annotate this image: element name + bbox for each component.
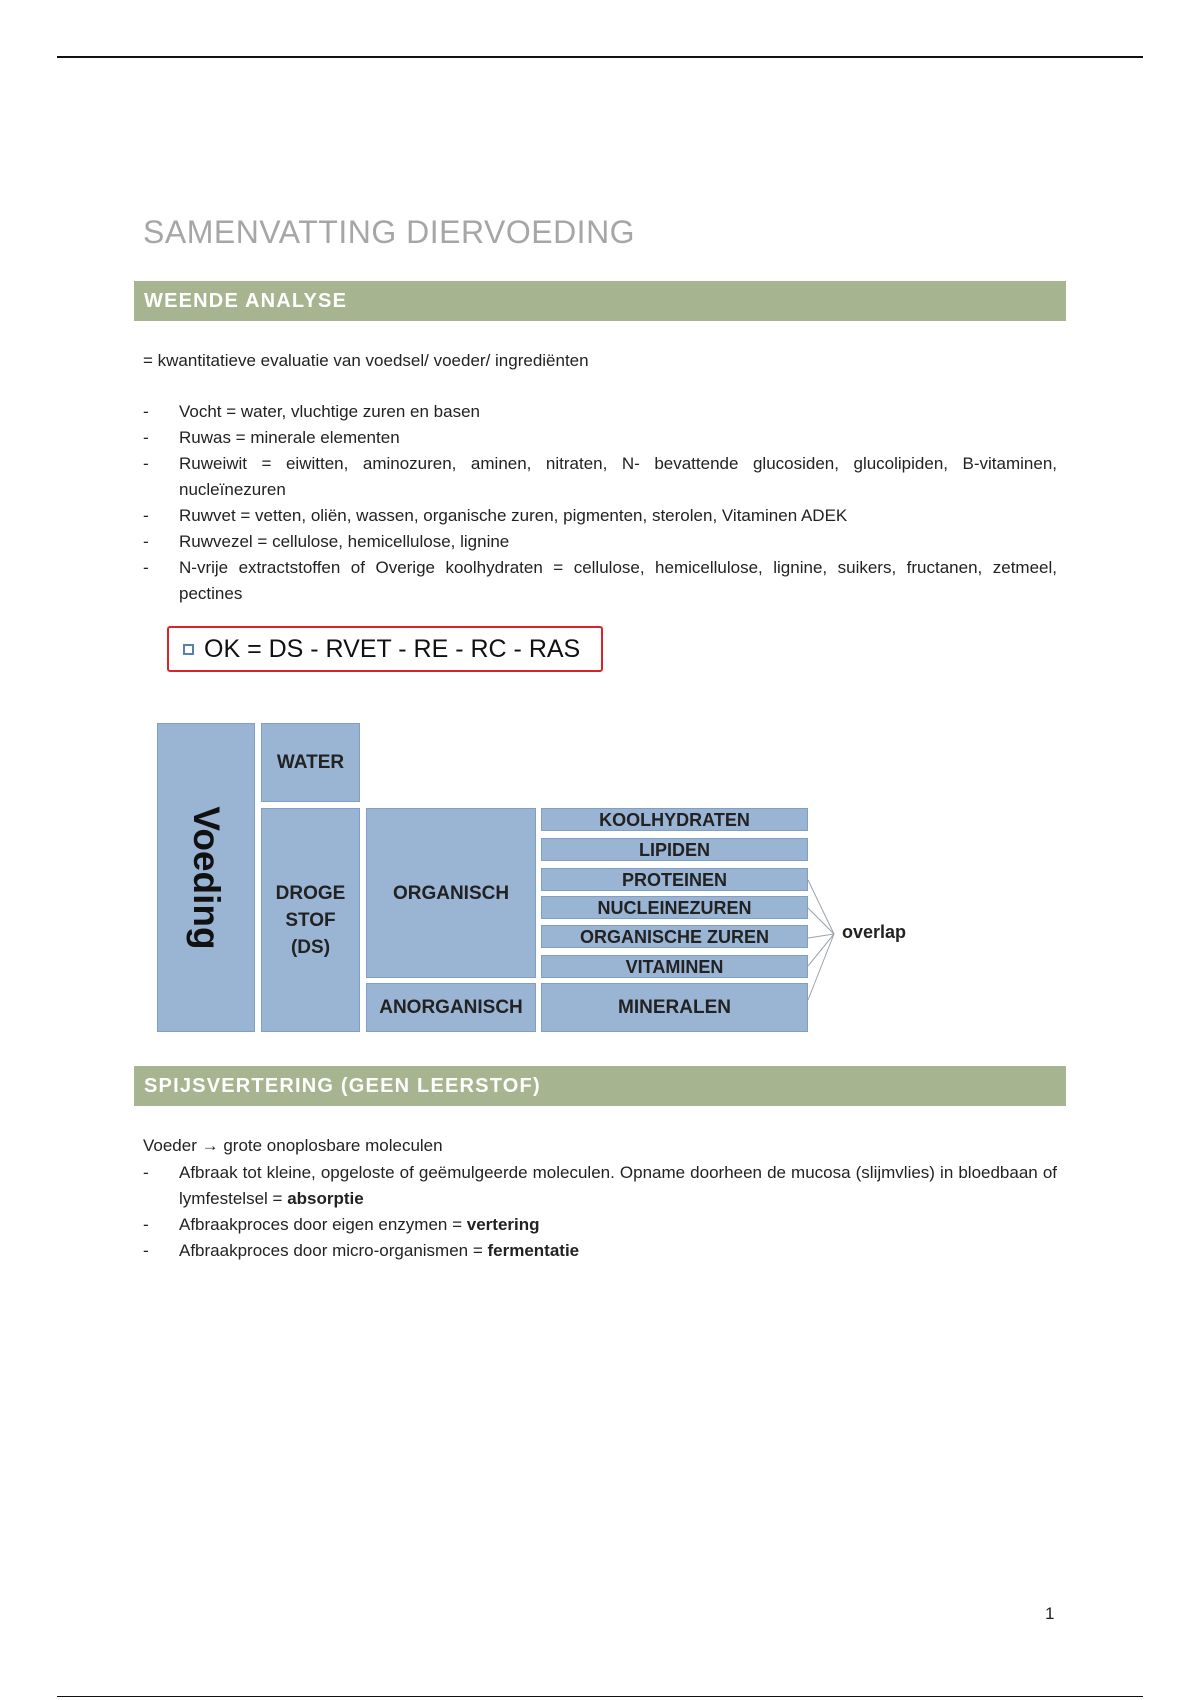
- page-number: 1: [1045, 1604, 1055, 1623]
- diagram-component-vitaminen: VITAMINEN: [541, 955, 808, 978]
- weende-definition: = kwantitatieve evaluatie van voedsel/ voeder/ ingrediënten: [143, 351, 589, 370]
- section-heading-spijsvertering: SPIJSVERTERING (GEEN LEERSTOF): [134, 1066, 1066, 1106]
- diagram-component-proteinen: PROTEINEN: [541, 868, 808, 891]
- list-item-text: Afbraakproces door eigen enzymen =: [179, 1215, 467, 1234]
- spijsvertering-list: [143, 1160, 1057, 1264]
- overlap-label: overlap: [842, 922, 907, 942]
- spijsvertering-intro: Voeder → grote onoplosbare moleculen: [143, 1136, 443, 1155]
- overlap-brace: [808, 870, 838, 1010]
- list-item: [143, 1212, 1057, 1238]
- diagram-water-block: WATER: [261, 723, 360, 802]
- diagram-component-organische-zuren: ORGANISCHE ZUREN: [541, 925, 808, 948]
- list-item: - N-vrije extractstoffen of Overige koolhydraten = cellulose, hemicellulose, lignine, suikers, fructanen, zetmeel, pectines: [143, 555, 1057, 607]
- diagram-anorganisch-block: ANORGANISCH: [366, 983, 536, 1032]
- list-item-term: fermentatie: [487, 1241, 580, 1260]
- header-rule: [57, 56, 1143, 58]
- list-item-text: Afbraak tot kleine, opgeloste of geëmulgeerde moleculen. Opname doorheen de mucosa (slijmvlies) in bloedbaan of lymfestelsel =: [179, 1163, 1057, 1208]
- formula-text: OK = DS - RVET - RE - RC - RAS: [204, 634, 581, 663]
- square-bullet-icon: [183, 644, 194, 655]
- diagram-component-koolhydraten: KOOLHYDRATEN: [541, 808, 808, 831]
- diagram-voeding-label: Voeding: [186, 805, 227, 950]
- diagram-component-nucleinezuren: NUCLEINEZUREN: [541, 896, 808, 919]
- diagram-droge-stof-block: DROGE STOF (DS): [261, 808, 360, 1032]
- list-item: [143, 1238, 1057, 1264]
- list-item: - Ruwas = minerale elementen: [143, 425, 1057, 451]
- list-item: - Vocht = water, vluchtige zuren en basen: [143, 399, 1057, 425]
- diagram-mineralen-block: MINERALEN: [541, 983, 808, 1032]
- document-title: SAMENVATTING DIERVOEDING: [143, 214, 636, 250]
- footer-rule: [57, 1696, 1143, 1697]
- diagram-organisch-block: ORGANISCH: [366, 808, 536, 978]
- list-item-text: Afbraakproces door micro-organismen =: [179, 1241, 488, 1260]
- list-item-term: absorptie: [287, 1189, 364, 1208]
- section-heading-weende: WEENDE ANALYSE: [134, 281, 1066, 321]
- list-item: - Ruweiwit = eiwitten, aminozuren, aminen, nitraten, N- bevattende glucosiden, glucolipiden, B-vitaminen, nucleïnezuren: [143, 451, 1057, 503]
- list-item-term: vertering: [466, 1215, 540, 1234]
- list-item: [143, 1160, 1057, 1212]
- list-item: - Ruwvet = vetten, oliën, wassen, organische zuren, pigmenten, sterolen, Vitaminen ADEK: [143, 503, 1057, 529]
- weende-list: [143, 399, 1057, 607]
- diagram-voeding-block: [157, 723, 255, 1032]
- list-item: - Ruwvezel = cellulose, hemicellulose, lignine: [143, 529, 1057, 555]
- formula-box: [167, 626, 603, 672]
- diagram-component-lipiden: LIPIDEN: [541, 838, 808, 861]
